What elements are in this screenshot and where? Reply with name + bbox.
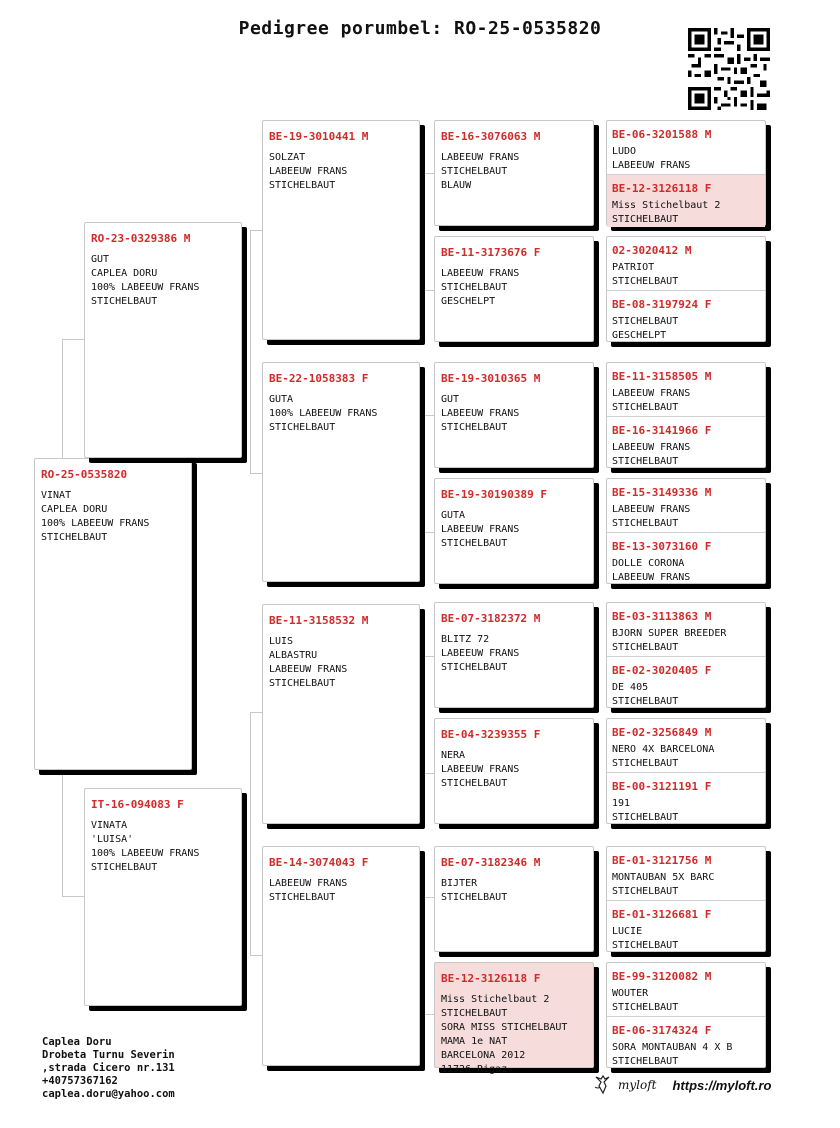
gg-ring-code: BE-13-3073160 F — [612, 540, 712, 553]
gg-line: LUCIE — [612, 926, 643, 937]
gg-ring-code: BE-16-3141966 F — [612, 424, 712, 437]
great-grandparent-ring-code: BE-04-3239355 F — [441, 728, 541, 741]
gg-grandsire[interactable] — [607, 603, 765, 656]
great-grandparent-line: LABEEUW FRANS — [441, 524, 520, 535]
great-grandparent-line: NERA — [441, 750, 466, 761]
grandparent-ring-code: BE-11-3158532 M — [269, 614, 369, 627]
gg-ring-code: BE-02-3020405 F — [612, 664, 712, 677]
gg-line: LABEEUW FRANS — [612, 160, 691, 171]
owner-phone[interactable]: +40757367162 — [42, 1075, 118, 1087]
gg-ring-code: BE-01-3121756 M — [612, 854, 712, 867]
gg-ring-code: BE-06-3201588 M — [612, 128, 712, 141]
gg-line: STICHELBAUT — [612, 276, 679, 287]
subject-ring-code: RO-25-0535820 — [41, 468, 128, 481]
subject-line: 100% LABEEUW FRANS — [41, 518, 150, 529]
great-grandparent-card[interactable] — [434, 120, 594, 226]
gg-line: STICHELBAUT — [612, 518, 679, 529]
gg-ring-code: BE-03-3113863 M — [612, 610, 712, 623]
great-grandparent-line: STICHELBAUT — [441, 282, 508, 293]
great-grandparent-line: SORA MISS STICHELBAUT — [441, 1022, 568, 1033]
gg-line: Miss Stichelbaut 2 — [612, 200, 721, 211]
great-grandparent-line: BLITZ 72 — [441, 634, 490, 645]
great-grandparent-ring-code: BE-07-3182372 M — [441, 612, 541, 625]
gg-line: 191 — [612, 798, 631, 809]
grandparent-card[interactable] — [262, 120, 420, 340]
great-grandparent-line: STICHELBAUT — [441, 662, 508, 673]
gg-grandsire[interactable] — [607, 847, 765, 900]
great-grandparent-line: LABEEUW FRANS — [441, 648, 520, 659]
grandparent-line: STICHELBAUT — [269, 422, 336, 433]
great-grandparent-line: BLAUW — [441, 180, 472, 191]
great-grandparent-ring-code: BE-19-30190389 F — [441, 488, 547, 501]
gg-line: STICHELBAUT — [612, 812, 679, 823]
great-grandparent-line: LABEEUW FRANS — [441, 268, 520, 279]
sire-line: CAPLEA DORU — [91, 268, 158, 279]
gg-line: LABEEUW FRANS — [612, 572, 691, 583]
gg-grandsire[interactable] — [607, 121, 765, 174]
great-grandparent-line: STICHELBAUT — [441, 1008, 508, 1019]
gg-line: DE 405 — [612, 682, 649, 693]
great-grandparent-card[interactable] — [434, 718, 594, 824]
great-grandparent-ring-code: BE-19-3010365 M — [441, 372, 541, 385]
great-grandparent-line: 11726 Rigaz — [441, 1064, 508, 1075]
grandparent-ring-code: BE-14-3074043 F — [269, 856, 369, 869]
gg-line: MONTAUBAN 5X BARC — [612, 872, 715, 883]
great-grandparent-line: LABEEUW FRANS — [441, 408, 520, 419]
great-grandparent-line: GUT — [441, 394, 460, 405]
gg-ring-code: BE-11-3158505 M — [612, 370, 712, 383]
gg-ring-code: BE-99-3120082 M — [612, 970, 712, 983]
great-grandparent-card[interactable] — [434, 478, 594, 584]
gg-ring-code: BE-08-3197924 F — [612, 298, 712, 311]
dam-line: STICHELBAUT — [91, 862, 158, 873]
gg-pair-card — [606, 478, 766, 584]
gg-granddam[interactable] — [607, 772, 765, 825]
great-grandparent-line: STICHELBAUT — [441, 538, 508, 549]
gg-line: LABEEUW FRANS — [612, 388, 691, 399]
gg-pair-card — [606, 602, 766, 708]
grandparent-ring-code: BE-19-3010441 M — [269, 130, 369, 143]
owner-name: Caplea Doru — [42, 1036, 112, 1048]
grandparent-line: LABEEUW FRANS — [269, 878, 348, 889]
great-grandparent-line: STICHELBAUT — [441, 892, 508, 903]
gg-line: STICHELBAUT — [612, 402, 679, 413]
grandparent-card[interactable] — [262, 604, 420, 824]
gg-pair-card — [606, 846, 766, 952]
great-grandparent-line: Miss Stichelbaut 2 — [441, 994, 550, 1005]
gg-line: LUDO — [612, 146, 637, 157]
gg-granddam[interactable] — [607, 900, 765, 953]
gg-pair-card — [606, 718, 766, 824]
subject-line: VINAT — [41, 490, 72, 501]
gg-ring-code: BE-01-3126681 F — [612, 908, 712, 921]
gg-line: STICHELBAUT — [612, 940, 679, 951]
great-grandparent-card[interactable] — [434, 236, 594, 342]
gg-line: STICHELBAUT — [612, 1056, 679, 1067]
gg-line: LABEEUW FRANS — [612, 504, 691, 515]
gg-line: BJORN SUPER BREEDER — [612, 628, 727, 639]
great-grandparent-card[interactable] — [434, 362, 594, 468]
gg-line: STICHELBAUT — [612, 1002, 679, 1013]
gg-grandsire[interactable] — [607, 479, 765, 532]
gg-granddam[interactable] — [607, 656, 765, 709]
grandparent-line: STICHELBAUT — [269, 180, 336, 191]
owner-city: Drobeta Turnu Severin — [42, 1049, 175, 1061]
grandparent-line: ALBASTRU — [269, 650, 318, 661]
gg-line: NERO 4X BARCELONA — [612, 744, 715, 755]
great-grandparent-line: STICHELBAUT — [441, 166, 508, 177]
grandparent-line: SOLZAT — [269, 152, 306, 163]
grandparent-line: 100% LABEEUW FRANS — [269, 408, 378, 419]
gg-line: DOLLE CORONA — [612, 558, 685, 569]
subject-line: STICHELBAUT — [41, 532, 108, 543]
gg-line: SORA MONTAUBAN 4 X B — [612, 1042, 733, 1053]
gg-granddam[interactable] — [607, 416, 765, 469]
great-grandparent-ring-code: BE-11-3173676 F — [441, 246, 541, 259]
gg-line: STICHELBAUT — [612, 758, 679, 769]
dam-line: VINATA — [91, 820, 128, 831]
gg-grandsire[interactable] — [607, 363, 765, 416]
grandparent-line: LABEEUW FRANS — [269, 166, 348, 177]
dam-line: 100% LABEEUW FRANS — [91, 848, 200, 859]
gg-line: STICHELBAUT — [612, 642, 679, 653]
gg-ring-code: 02-3020412 M — [612, 244, 692, 257]
gg-pair-card — [606, 362, 766, 468]
gg-line: LABEEUW FRANS — [612, 442, 691, 453]
gg-granddam[interactable] — [607, 532, 765, 585]
sire-ring-code: RO-23-0329386 M — [91, 232, 191, 245]
owner-email[interactable]: caplea.doru@yahoo.com — [42, 1088, 175, 1100]
gg-pair-card — [606, 120, 766, 226]
dam-ring-code: IT-16-094083 F — [91, 798, 184, 811]
great-grandparent-card[interactable] — [434, 602, 594, 708]
great-grandparent-line: MAMA 1e NAT — [441, 1036, 508, 1047]
gg-line: PATRIOT — [612, 262, 655, 273]
great-grandparent-line: BARCELONA 2012 — [441, 1050, 526, 1061]
page-title: Pedigree porumbel: RO-25-0535820 — [238, 18, 602, 39]
grandparent-line: LUIS — [269, 636, 294, 647]
gg-granddam[interactable] — [607, 1016, 765, 1069]
gg-pair-card — [606, 962, 766, 1068]
gg-grandsire[interactable] — [607, 963, 765, 1016]
great-grandparent-ring-code: BE-16-3076063 M — [441, 130, 541, 143]
gg-ring-code: BE-12-3126118 F — [612, 182, 712, 195]
owner-contact — [42, 1036, 175, 1101]
gg-ring-code: BE-06-3174324 F — [612, 1024, 712, 1037]
gg-line: STICHELBAUT — [612, 316, 679, 327]
great-grandparent-line: STICHELBAUT — [441, 778, 508, 789]
gg-pair-card — [606, 236, 766, 342]
grandparent-line: LABEEUW FRANS — [269, 664, 348, 675]
gg-line: STICHELBAUT — [612, 214, 679, 225]
great-grandparent-line: LABEEUW FRANS — [441, 764, 520, 775]
gg-grandsire[interactable] — [607, 237, 765, 290]
gg-ring-code: BE-00-3121191 F — [612, 780, 712, 793]
great-grandparent-line: GUTA — [441, 510, 466, 521]
great-grandparent-ring-code: BE-07-3182346 M — [441, 856, 541, 869]
gg-line: STICHELBAUT — [612, 886, 679, 897]
grandparent-line: GUTA — [269, 394, 294, 405]
great-grandparent-line: BIJTER — [441, 878, 478, 889]
grandparent-ring-code: BE-22-1058383 F — [269, 372, 369, 385]
gg-granddam[interactable] — [607, 174, 765, 227]
subject-card[interactable] — [34, 458, 192, 770]
gg-line: STICHELBAUT — [612, 696, 679, 707]
qr-code — [688, 28, 770, 110]
brand-footer — [592, 1072, 771, 1098]
grandparent-card[interactable] — [262, 846, 420, 1066]
grandparent-card[interactable] — [262, 362, 420, 582]
subject-line: CAPLEA DORU — [41, 504, 108, 515]
gg-ring-code: BE-15-3149336 M — [612, 486, 712, 499]
sire-line: GUT — [91, 254, 110, 265]
grandparent-line: STICHELBAUT — [269, 678, 336, 689]
gg-line: STICHELBAUT — [612, 456, 679, 467]
sire-line: 100% LABEEUW FRANS — [91, 282, 200, 293]
gg-line: WOUTER — [612, 988, 649, 999]
great-grandparent-line: GESCHELPT — [441, 296, 496, 307]
sire-line: STICHELBAUT — [91, 296, 158, 307]
gg-ring-code: BE-02-3256849 M — [612, 726, 712, 739]
dam-line: 'LUISA' — [91, 834, 134, 845]
great-grandparent-ring-code: BE-12-3126118 F — [441, 972, 541, 985]
great-grandparent-card[interactable] — [434, 846, 594, 952]
great-grandparent-line: STICHELBAUT — [441, 422, 508, 433]
gg-granddam[interactable] — [607, 290, 765, 343]
brand-url-link[interactable]: https://myloft.ro — [672, 1077, 772, 1093]
myloft-logo-icon — [592, 1073, 614, 1097]
great-grandparent-card-highlighted[interactable] — [434, 962, 594, 1075]
dam-card[interactable] — [84, 788, 242, 1006]
sire-card[interactable] — [84, 222, 242, 458]
gg-line: GESCHELPT — [612, 330, 667, 341]
gg-grandsire[interactable] — [607, 719, 765, 772]
great-grandparent-line: LABEEUW FRANS — [441, 152, 520, 163]
owner-street: ,strada Cicero nr.131 — [42, 1062, 175, 1074]
grandparent-line: STICHELBAUT — [269, 892, 336, 903]
brand-logo-text: myloft — [618, 1078, 657, 1092]
